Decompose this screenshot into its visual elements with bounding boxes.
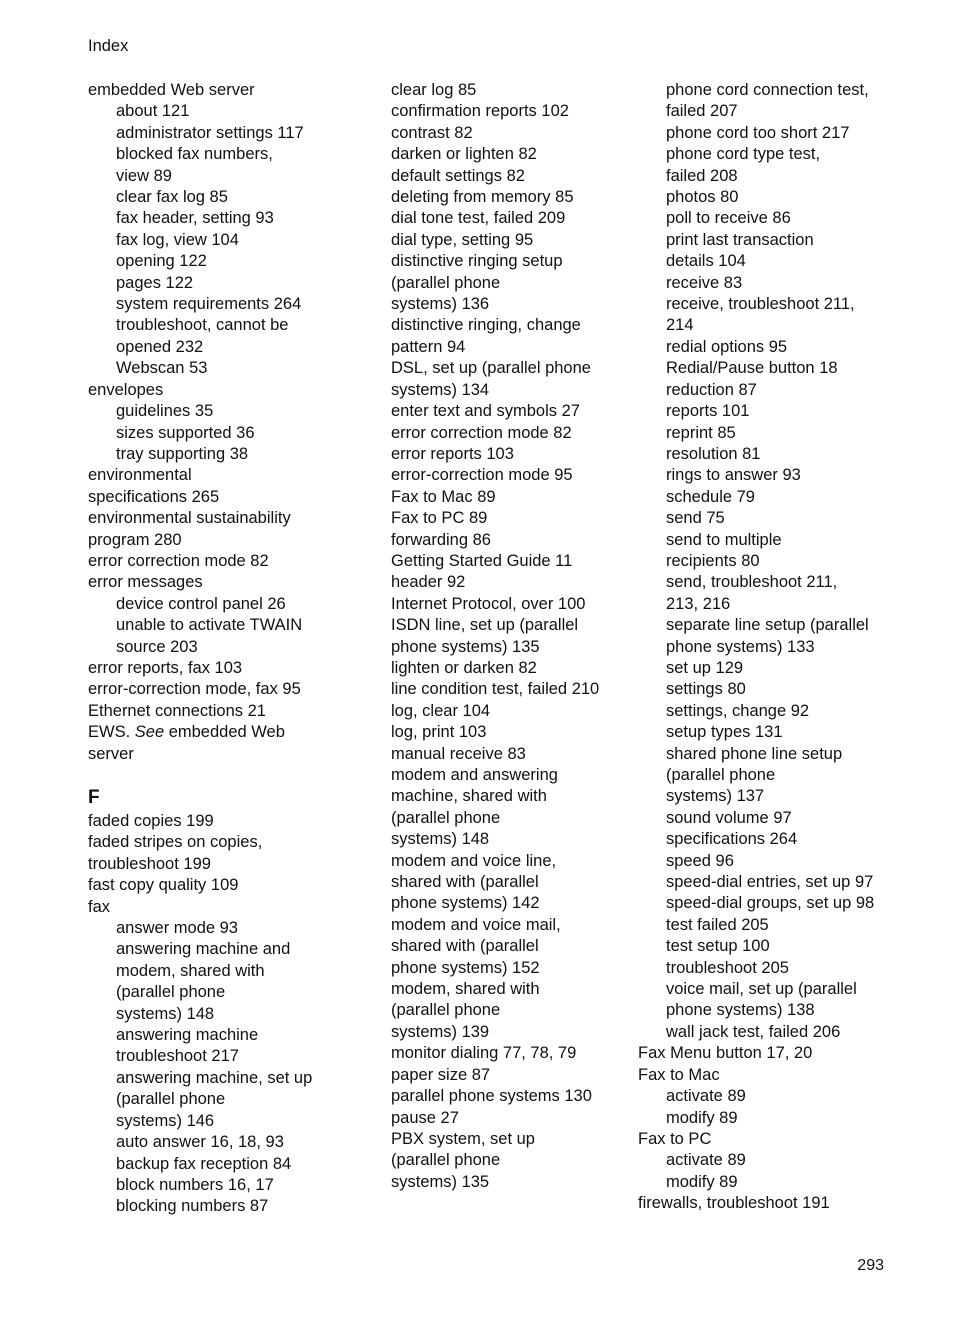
index-subentry	[88, 315, 378, 358]
index-entry	[88, 875, 378, 896]
entry-line: faded copies 199	[88, 812, 214, 830]
index-subentry	[638, 808, 908, 829]
entry-line: distinctive ringing, change	[391, 316, 581, 335]
index-entry	[88, 551, 378, 572]
index-subentry	[638, 487, 908, 508]
entry-line: error correction mode 82	[391, 423, 572, 442]
index-subentry	[88, 1132, 378, 1153]
entry-line: clear fax log 85	[116, 188, 228, 207]
index-subentry	[638, 572, 908, 615]
entry-line: block numbers 16, 17	[116, 1175, 274, 1194]
index-entry	[391, 851, 631, 915]
entry-line: dial tone test, failed 209	[391, 209, 566, 228]
index-subentry	[638, 936, 908, 957]
entry-line: server	[88, 744, 134, 763]
entry-line: rings to answer 93	[666, 466, 801, 485]
index-subentry	[638, 979, 908, 1022]
entry-line: fax	[88, 897, 111, 916]
index-column-1	[88, 80, 378, 1218]
entry-line: photos 80	[666, 188, 739, 207]
entry-line: Internet Protocol, over 100	[391, 594, 586, 613]
index-subentry	[88, 1175, 378, 1196]
entry-line: phone cord connection test,	[666, 81, 869, 99]
entry-line: modify 89	[666, 1172, 738, 1191]
index-subentry	[638, 423, 908, 444]
index-subentry	[638, 230, 908, 273]
entry-line: resolution 81	[666, 444, 761, 463]
entry-line: ISDN line, set up (parallel	[391, 616, 579, 635]
entry-line: settings, change 92	[666, 701, 810, 720]
entry-line: phone systems) 152	[391, 958, 540, 977]
entry-line: parallel phone systems 130	[391, 1087, 592, 1106]
index-subentry	[638, 722, 908, 743]
index-entry	[638, 1065, 908, 1086]
index-entry	[88, 465, 378, 508]
entry-line: distinctive ringing setup	[391, 252, 563, 271]
running-header: Index	[88, 37, 129, 55]
entry-line: Ethernet connections 21	[88, 701, 266, 720]
entry-line: PBX system, set up	[391, 1129, 535, 1148]
index-subentry	[638, 508, 908, 529]
index-entry	[638, 1193, 908, 1214]
index-subentry	[88, 187, 378, 208]
index-subentry	[88, 1154, 378, 1175]
index-subentry	[638, 615, 908, 658]
index-entry	[391, 1043, 631, 1064]
entry-line: enter text and symbols 27	[391, 402, 580, 421]
entry-line: shared with (parallel	[391, 873, 539, 892]
entry-line: failed 207	[666, 102, 738, 121]
entry-line: backup fax reception 84	[116, 1154, 292, 1173]
entry-line: modem and voice line,	[391, 851, 557, 870]
entry-line: troubleshoot 199	[88, 854, 211, 873]
entry-line: device control panel 26	[116, 594, 286, 613]
index-subentry	[638, 444, 908, 465]
index-subentry	[638, 1172, 908, 1193]
index-entry	[391, 765, 631, 851]
entry-line: monitor dialing 77, 78, 79	[391, 1044, 577, 1063]
entry-line: test setup 100	[666, 937, 770, 956]
index-entry	[391, 444, 631, 465]
index-entry	[391, 401, 631, 422]
entry-line: reprint 85	[666, 423, 736, 442]
entry-line: blocking numbers 87	[116, 1197, 269, 1216]
index-entry	[391, 915, 631, 979]
entry-line: set up 129	[666, 658, 744, 677]
entry-line: confirmation reports 102	[391, 102, 569, 121]
index-entry	[88, 380, 378, 401]
entry-line: poll to receive 86	[666, 209, 791, 228]
entry-line: administrator settings 117	[116, 123, 304, 142]
entry-line: shared with (parallel	[391, 937, 539, 956]
entry-line: pattern 94	[391, 337, 466, 356]
index-subentry	[638, 915, 908, 936]
entry-line: modem and voice mail,	[391, 915, 561, 934]
entry-line: Fax to Mac 89	[391, 487, 496, 506]
entry-line: receive 83	[666, 273, 743, 292]
entry-line: (parallel phone	[391, 273, 501, 292]
entry-line: log, print 103	[391, 723, 487, 742]
index-entry	[88, 658, 378, 679]
index-subentry	[88, 144, 378, 187]
entry-line: systems) 146	[116, 1111, 215, 1130]
entry-line: schedule 79	[666, 487, 755, 506]
index-subentry	[638, 380, 908, 401]
index-entry	[391, 1065, 631, 1086]
entry-line: voice mail, set up (parallel	[666, 980, 857, 999]
entry-line: test failed 205	[666, 915, 769, 934]
entry-line: paper size 87	[391, 1065, 491, 1084]
entry-line: clear log 85	[391, 81, 477, 99]
entry-line: envelopes	[88, 380, 164, 399]
entry-line: error reports 103	[391, 444, 514, 463]
index-subentry	[638, 658, 908, 679]
entry-line: pause 27	[391, 1108, 459, 1127]
entry-line: reports 101	[666, 402, 750, 421]
index-subentry	[638, 1108, 908, 1129]
index-entry	[88, 897, 378, 918]
index-entry	[391, 358, 631, 401]
entry-line: embedded Web server	[88, 81, 255, 99]
entry-line: speed-dial groups, set up 98	[666, 894, 875, 913]
entry-line: answer mode 93	[116, 919, 238, 938]
entry-line: view 89	[116, 166, 172, 185]
index-subentry	[638, 80, 908, 123]
entry-line: send to multiple	[666, 530, 782, 549]
index-subentry	[638, 829, 908, 850]
index-entry	[391, 144, 631, 165]
index-entry	[88, 572, 378, 593]
index-subentry	[638, 701, 908, 722]
index-entry	[391, 658, 631, 679]
index-entry	[391, 166, 631, 187]
entry-line: sound volume 97	[666, 808, 792, 827]
index-entry	[391, 80, 631, 101]
index-subentry	[638, 273, 908, 294]
index-subentry	[88, 1068, 378, 1132]
entry-line: phone systems) 135	[391, 637, 540, 656]
entry-line: (parallel phone	[391, 1001, 501, 1020]
index-entry	[391, 508, 631, 529]
index-subentry	[88, 208, 378, 229]
index-subentry	[88, 423, 378, 444]
entry-line: line condition test, failed 210	[391, 680, 600, 699]
entry-line: Getting Started Guide 11	[391, 551, 573, 570]
entry-line: reduction 87	[666, 380, 757, 399]
entry-line: source 203	[116, 637, 198, 656]
entry-line: error correction mode 82	[88, 551, 269, 570]
index-subentry	[638, 1022, 908, 1043]
entry-line: phone systems) 133	[666, 637, 815, 656]
index-subentry	[88, 358, 378, 379]
index-subentry	[638, 1150, 908, 1171]
entry-line: tray supporting 38	[116, 444, 249, 463]
entry-line: opened 232	[116, 337, 204, 356]
entry-line: dial type, setting 95	[391, 230, 534, 249]
index-entry	[391, 594, 631, 615]
index-subentry	[638, 530, 908, 573]
index-entry	[391, 679, 631, 700]
entry-line: blocked fax numbers,	[116, 145, 273, 164]
index-entry	[391, 530, 631, 551]
entry-line: systems) 134	[391, 380, 490, 399]
entry-line: systems) 148	[391, 830, 490, 849]
index-entry	[391, 979, 631, 1043]
index-subentry	[638, 144, 908, 187]
entry-line: error messages	[88, 573, 203, 592]
index-entry	[88, 701, 378, 722]
entry-line: darken or lighten 82	[391, 145, 537, 164]
entry-line: phone systems) 142	[391, 894, 540, 913]
entry-line: error-correction mode 95	[391, 466, 573, 485]
entry-line: manual receive 83	[391, 744, 526, 763]
entry-line: systems) 136	[391, 295, 490, 314]
index-entry	[88, 832, 378, 875]
index-entry	[88, 508, 378, 551]
index-subentry	[88, 273, 378, 294]
entry-line: separate line setup (parallel	[666, 616, 869, 635]
entry-line: DSL, set up (parallel phone	[391, 359, 591, 378]
index-entry	[638, 1129, 908, 1150]
entry-line: Fax to Mac	[638, 1065, 720, 1084]
entry-line: header 92	[391, 573, 466, 592]
entry-line: (parallel phone	[391, 1151, 501, 1170]
index-entry	[391, 423, 631, 444]
entry-line: activate 89	[666, 1087, 746, 1106]
entry-line: modem, shared with	[391, 980, 540, 999]
index-subentry	[88, 101, 378, 122]
entry-line: troubleshoot 205	[666, 958, 789, 977]
index-entry	[391, 315, 631, 358]
index-entry	[391, 187, 631, 208]
entry-line: troubleshoot 217	[116, 1047, 239, 1066]
entry-line: systems) 148	[116, 1004, 215, 1023]
entry-line: faded stripes on copies,	[88, 833, 263, 852]
index-subentry	[88, 615, 378, 658]
entry-line: default settings 82	[391, 166, 525, 185]
entry-line: send, troubleshoot 211,	[666, 573, 838, 592]
index-subentry	[88, 294, 378, 315]
entry-line: send 75	[666, 509, 725, 528]
entry-line: receive, troubleshoot 211,	[666, 295, 855, 314]
index-entry	[391, 1086, 631, 1107]
entry-line: settings 80	[666, 680, 746, 699]
index-entry	[88, 679, 378, 700]
entry-line: setup types 131	[666, 723, 783, 742]
index-subentry	[638, 337, 908, 358]
entry-line: systems) 135	[391, 1172, 490, 1191]
entry-line: fax log, view 104	[116, 230, 239, 249]
entry-line: Webscan 53	[116, 359, 208, 378]
entry-line: shared phone line setup	[666, 744, 843, 763]
index-subentry	[638, 187, 908, 208]
index-subentry	[88, 918, 378, 939]
entry-line: answering machine and	[116, 940, 291, 959]
entry-line: Fax Menu button 17, 20	[638, 1044, 813, 1063]
index-subentry	[638, 401, 908, 422]
entry-line: 213, 216	[666, 594, 731, 613]
page-number: 293	[857, 1257, 884, 1274]
entry-line: Fax to PC 89	[391, 509, 488, 528]
index-subentry	[88, 594, 378, 615]
entry-line: pages 122	[116, 273, 194, 292]
index-entry	[88, 811, 378, 832]
index-subentry	[88, 1196, 378, 1217]
entry-line: environmental sustainability	[88, 509, 291, 528]
entry-line: program 280	[88, 530, 182, 549]
index-subentry	[88, 230, 378, 251]
index-subentry	[88, 401, 378, 422]
entry-line: print last transaction	[666, 230, 814, 249]
index-entry	[391, 208, 631, 229]
index-entry	[391, 487, 631, 508]
entry-line: firewalls, troubleshoot 191	[638, 1194, 830, 1213]
see-reference: See	[134, 723, 165, 742]
index-entry	[391, 230, 631, 251]
index-subentry	[638, 851, 908, 872]
index-subentry	[638, 358, 908, 379]
index-entry	[88, 80, 378, 101]
entry-line: 214	[666, 316, 694, 335]
entry-line: failed 208	[666, 166, 738, 185]
entry-line: opening 122	[116, 252, 207, 271]
entry-line: fax header, setting 93	[116, 209, 274, 228]
index-subentry	[638, 294, 908, 337]
index-subentry	[88, 939, 378, 1025]
entry-line: modify 89	[666, 1108, 738, 1127]
index-entry	[391, 701, 631, 722]
entry-line: specifications 265	[88, 487, 220, 506]
index-entry	[391, 123, 631, 144]
entry-line: fast copy quality 109	[88, 876, 239, 895]
index-entry	[391, 1129, 631, 1193]
index-subentry	[88, 1025, 378, 1068]
index-subentry	[638, 744, 908, 808]
entry-line: (parallel phone	[666, 766, 776, 784]
index-entry	[638, 1043, 908, 1064]
index-subentry	[638, 679, 908, 700]
index-entry	[391, 101, 631, 122]
index-subentry	[638, 1086, 908, 1107]
entry-line: lighten or darken 82	[391, 658, 537, 677]
index-entry	[391, 722, 631, 743]
entry-line: answering machine, set up	[116, 1068, 313, 1087]
entry-line: (parallel phone	[116, 1090, 226, 1109]
index-entry	[391, 1108, 631, 1129]
entry-line: sizes supported 36	[116, 423, 255, 442]
index-subentry	[638, 465, 908, 486]
section-letter: F	[88, 787, 100, 808]
entry-line: systems) 139	[391, 1022, 490, 1041]
entry-line: phone systems) 138	[666, 1001, 815, 1020]
entry-line: system requirements 264	[116, 295, 302, 314]
entry-line: redial options 95	[666, 337, 788, 356]
entry-line: contrast 82	[391, 123, 473, 142]
index-subentry	[88, 251, 378, 272]
entry-line: systems) 137	[666, 787, 765, 806]
entry-line: speed 96	[666, 851, 734, 870]
entry-line: error-correction mode, fax 95	[88, 680, 301, 699]
entry-line: Redial/Pause button 18	[666, 359, 838, 378]
see-target: embedded Web	[164, 723, 285, 742]
entry-term: EWS.	[88, 723, 135, 742]
entry-line: modem, shared with	[116, 961, 265, 980]
index-subentry	[638, 872, 908, 893]
index-column-2	[391, 80, 631, 1193]
entry-line: forwarding 86	[391, 530, 491, 549]
entry-line: phone cord type test,	[666, 145, 821, 164]
entry-line	[88, 722, 378, 743]
entry-line: phone cord too short 217	[666, 123, 850, 142]
entry-line: guidelines 35	[116, 402, 214, 421]
entry-line: log, clear 104	[391, 701, 491, 720]
entry-line: auto answer 16, 18, 93	[116, 1133, 284, 1152]
entry-line: activate 89	[666, 1151, 746, 1170]
entry-line: specifications 264	[666, 830, 798, 849]
entry-line: details 104	[666, 252, 746, 271]
index-entry	[391, 744, 631, 765]
entry-line: wall jack test, failed 206	[666, 1022, 841, 1041]
index-subentry	[638, 208, 908, 229]
entry-line: error reports, fax 103	[88, 658, 243, 677]
entry-line: (parallel phone	[116, 983, 226, 1002]
entry-line: speed-dial entries, set up 97	[666, 873, 874, 892]
entry-line: unable to activate TWAIN	[116, 616, 303, 635]
index-column-3	[638, 80, 908, 1215]
entry-line: deleting from memory 85	[391, 188, 574, 207]
entry-line: troubleshoot, cannot be	[116, 316, 289, 335]
index-entry	[391, 551, 631, 572]
entry-line: environmental	[88, 466, 192, 485]
entry-line: machine, shared with	[391, 787, 547, 806]
index-entry	[391, 465, 631, 486]
index-subentry	[88, 444, 378, 465]
index-subentry	[638, 123, 908, 144]
entry-line: recipients 80	[666, 551, 760, 570]
entry-line: answering machine	[116, 1026, 259, 1045]
index-subentry	[88, 123, 378, 144]
entry-line: modem and answering	[391, 766, 558, 784]
entry-line: Fax to PC	[638, 1129, 712, 1148]
index-subentry	[638, 893, 908, 914]
entry-line: (parallel phone	[391, 808, 501, 827]
index-subentry	[638, 958, 908, 979]
index-entry	[391, 251, 631, 315]
index-entry	[391, 615, 631, 658]
index-entry	[88, 722, 378, 765]
index-entry	[391, 572, 631, 593]
entry-line: about 121	[116, 102, 190, 121]
